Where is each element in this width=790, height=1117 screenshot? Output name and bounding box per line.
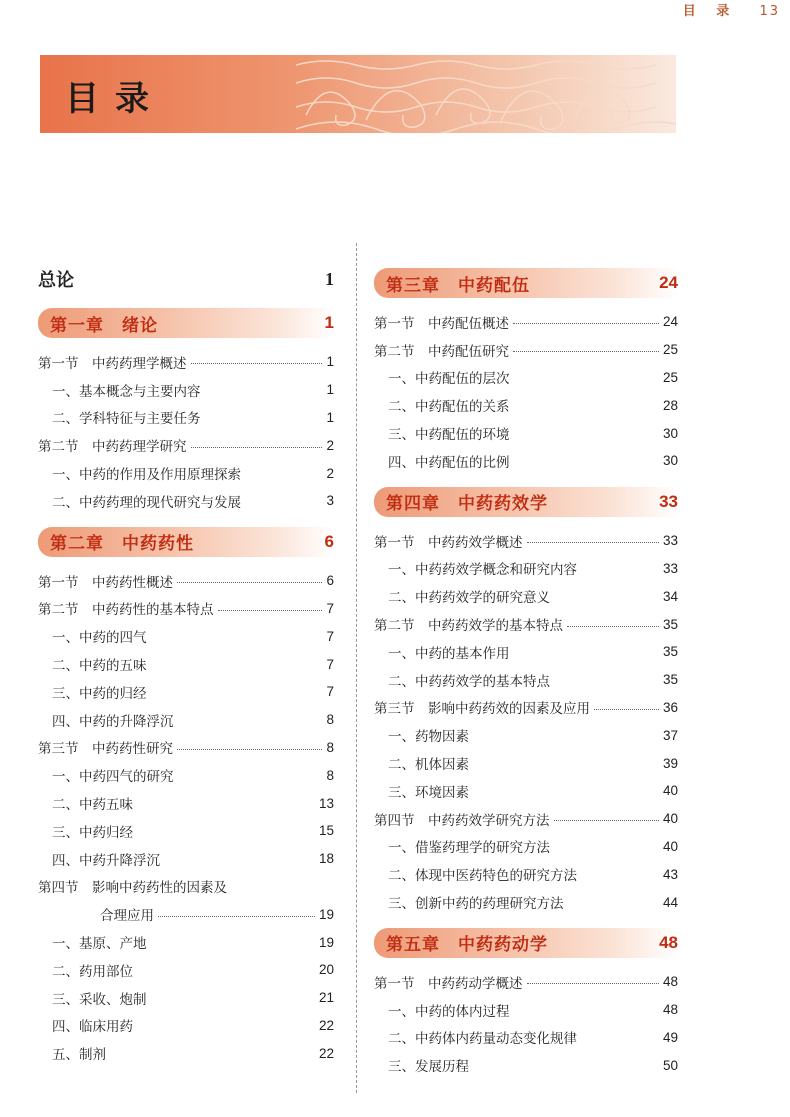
overview-label: 总论 — [38, 270, 74, 291]
toc-subsection-entry[interactable] — [374, 419, 678, 447]
toc-subsection-entry[interactable] — [38, 928, 334, 956]
toc-entry-label: 第二节 中药药性的基本特点 — [38, 602, 214, 619]
page-title: 目录 — [65, 79, 165, 119]
toc-entry-page: 13 — [318, 795, 334, 811]
toc-entry-page: 7 — [326, 628, 334, 644]
toc-entry-page: 8 — [326, 767, 334, 783]
toc-entry-page: 36 — [662, 699, 678, 715]
toc-section-entry[interactable] — [374, 336, 678, 364]
toc-left-list — [38, 308, 334, 1067]
toc-subsection-entry[interactable] — [374, 833, 678, 861]
toc-section-entry[interactable] — [38, 595, 334, 623]
toc-entry-page: 33 — [659, 491, 678, 511]
toc-entry-page: 19 — [318, 934, 334, 950]
toc-entry-page: 7 — [326, 600, 334, 616]
toc-section-entry[interactable] — [38, 567, 334, 595]
toc-subsection-entry[interactable] — [374, 996, 678, 1024]
toc-entry-page: 40 — [662, 783, 678, 799]
toc-subsection-entry[interactable] — [374, 749, 678, 777]
toc-entry-label: 第四节 中药药效学研究方法 — [374, 812, 550, 829]
toc-entry-label: 三、创新中药的药理研究方法 — [388, 896, 564, 913]
toc-entry-page: 22 — [318, 1017, 334, 1033]
toc-subsection-entry[interactable] — [38, 459, 334, 487]
toc-entry-label: 四、中药的升降浮沉 — [52, 713, 174, 730]
toc-entry-page: 33 — [662, 560, 678, 576]
toc-entry-label: 一、基本概念与主要内容 — [52, 383, 201, 400]
toc-entry-page: 28 — [662, 397, 678, 413]
dot-leader — [527, 542, 659, 543]
toc-entry-label: 三、中药配伍的环境 — [388, 427, 510, 444]
toc-entry-label: 二、药用部位 — [52, 963, 133, 980]
toc-subsection-entry[interactable] — [38, 404, 334, 432]
toc-entry-label: 四、中药升降浮沉 — [52, 852, 160, 869]
toc-entry-label: 一、中药配伍的层次 — [388, 371, 510, 388]
toc-entry-page: 50 — [662, 1057, 678, 1073]
toc-left-column — [38, 262, 334, 1067]
toc-entry-page: 3 — [326, 493, 334, 509]
toc-entry-label: 二、机体因素 — [388, 757, 469, 774]
toc-entry-page: 30 — [662, 425, 678, 441]
toc-entry-label: 二、中药体内药量动态变化规律 — [388, 1031, 577, 1048]
toc-chapter-heading[interactable] — [374, 928, 678, 958]
toc-section-entry[interactable] — [374, 527, 678, 555]
toc-entry-page: 15 — [318, 823, 334, 839]
toc-subsection-entry[interactable] — [374, 638, 678, 666]
toc-entry-page: 18 — [318, 851, 334, 867]
toc-entry-page: 35 — [662, 616, 678, 632]
toc-entry-label: 一、中药的体内过程 — [388, 1003, 510, 1020]
toc-entry-page: 2 — [326, 437, 334, 453]
toc-entry-page: 1 — [326, 409, 334, 425]
dot-leader — [177, 582, 322, 583]
dot-leader — [554, 820, 659, 821]
toc-entry-page: 24 — [662, 314, 678, 330]
toc-entry-page: 39 — [662, 755, 678, 771]
toc-subsection-entry[interactable] — [38, 650, 334, 678]
toc-section-entry[interactable] — [374, 308, 678, 336]
toc-entry-label: 一、基原、产地 — [52, 936, 147, 953]
toc-subsection-entry[interactable] — [38, 845, 334, 873]
dot-leader — [594, 709, 659, 710]
toc-overview-entry[interactable] — [38, 262, 334, 296]
toc-subsection-entry[interactable] — [38, 706, 334, 734]
toc-entry-page: 1 — [326, 354, 334, 370]
toc-entry-label: 二、中药配伍的关系 — [388, 399, 510, 416]
toc-subsection-entry[interactable] — [374, 391, 678, 419]
toc-entry-label: 二、中药药效学的基本特点 — [388, 673, 550, 690]
dot-leader — [191, 447, 323, 448]
toc-entry-page: 48 — [662, 1002, 678, 1018]
toc-entry-label: 第三节 影响中药药效的因素及应用 — [374, 701, 590, 718]
toc-right-column — [374, 256, 678, 1079]
toc-entry-label: 一、中药的四气 — [52, 630, 147, 647]
toc-subsection-entry[interactable] — [38, 817, 334, 845]
toc-entry-label: 二、中药的五味 — [52, 658, 147, 675]
toc-entry-page: 48 — [662, 974, 678, 990]
toc-subsection-entry[interactable] — [374, 447, 678, 475]
toc-entry-page: 19 — [318, 906, 334, 922]
toc-section-entry[interactable] — [38, 348, 334, 376]
toc-subsection-entry[interactable] — [374, 364, 678, 392]
toc-section-entry[interactable] — [374, 610, 678, 638]
toc-entry-label: 第一节 中药药性概述 — [38, 574, 173, 591]
toc-section-entry[interactable] — [38, 431, 334, 459]
toc-entry-label: 一、中药四气的研究 — [52, 769, 174, 786]
toc-subsection-entry[interactable] — [38, 761, 334, 789]
wave-pattern-icon — [296, 55, 676, 133]
toc-section-entry[interactable] — [38, 734, 334, 762]
toc-subsection-entry[interactable] — [374, 860, 678, 888]
toc-chapter-heading[interactable] — [38, 527, 334, 557]
toc-subsection-entry[interactable] — [374, 582, 678, 610]
toc-entry-page: 43 — [662, 866, 678, 882]
toc-entry-page: 33 — [662, 533, 678, 549]
toc-subsection-entry[interactable] — [38, 487, 334, 515]
toc-entry-page: 35 — [662, 644, 678, 660]
toc-section-entry[interactable] — [374, 805, 678, 833]
toc-entry-label: 一、借鉴药理学的研究方法 — [388, 840, 550, 857]
dot-leader — [567, 626, 659, 627]
toc-entry-page: 35 — [662, 672, 678, 688]
toc-entry-label: 三、中药的归经 — [52, 685, 147, 702]
toc-subsection-entry[interactable] — [38, 1012, 334, 1040]
toc-entry-label: 第一节 中药药动学概述 — [374, 975, 523, 992]
toc-entry-page: 44 — [662, 894, 678, 910]
toc-subsection-entry[interactable] — [38, 622, 334, 650]
toc-entry-page: 2 — [326, 465, 334, 481]
toc-subsection-entry[interactable] — [38, 789, 334, 817]
toc-entry-page: 8 — [326, 739, 334, 755]
toc-entry-label: 五、制剂 — [52, 1047, 106, 1064]
toc-entry-page: 37 — [662, 727, 678, 743]
toc-entry-page: 48 — [659, 932, 678, 952]
dot-leader — [527, 983, 659, 984]
toc-entry-label: 一、中药药效学概念和研究内容 — [388, 562, 577, 579]
toc-entry-label: 二、中药五味 — [52, 797, 133, 814]
toc-entry-label: 第一章 绪论 — [50, 315, 158, 336]
toc-entry-page: 25 — [662, 342, 678, 358]
toc-right-list — [374, 268, 678, 1079]
toc-entry-label: 第四章 中药药效学 — [386, 494, 548, 515]
toc-entry-label: 第四节 影响中药药性的因素及 — [38, 880, 227, 897]
toc-entry-label: 第二节 中药配伍研究 — [374, 343, 509, 360]
toc-entry-label: 第五章 中药药动学 — [386, 935, 548, 956]
toc-entry-page: 22 — [318, 1045, 334, 1061]
toc-subsection-entry[interactable] — [38, 956, 334, 984]
toc-subsection-entry[interactable] — [374, 1051, 678, 1079]
dot-leader — [513, 351, 659, 352]
toc-section-entry[interactable] — [374, 968, 678, 996]
toc-entry-page: 21 — [318, 990, 334, 1006]
running-header — [683, 0, 780, 19]
toc-entry-label: 二、中药药理的现代研究与发展 — [52, 494, 241, 511]
toc-subsection-entry[interactable] — [374, 888, 678, 916]
page-number: 13 — [759, 4, 780, 19]
toc-entry-page: 6 — [324, 531, 334, 551]
toc-entry-page: 49 — [662, 1029, 678, 1045]
toc-entry-page: 8 — [326, 712, 334, 728]
toc-entry-page: 6 — [326, 573, 334, 589]
toc-entry-label: 第二节 中药药理学研究 — [38, 439, 187, 456]
toc-entry-page: 1 — [324, 313, 334, 332]
toc-subsection-entry[interactable] — [374, 721, 678, 749]
toc-section-entry[interactable] — [38, 900, 334, 928]
toc-entry-label: 二、学科特征与主要任务 — [52, 411, 201, 428]
toc-subsection-entry[interactable] — [374, 777, 678, 805]
toc-subsection-entry[interactable] — [38, 678, 334, 706]
toc-entry-label: 合理应用 — [100, 908, 154, 925]
toc-entry-label: 二、体现中医药特色的研究方法 — [388, 868, 577, 885]
overview-page: 1 — [325, 268, 334, 289]
dot-leader — [191, 363, 323, 364]
toc-entry-page: 30 — [662, 453, 678, 469]
toc-entry-label: 第三节 中药药性研究 — [38, 741, 173, 758]
toc-entry-label: 三、环境因素 — [388, 784, 469, 801]
running-header-title: 目 录 — [682, 4, 738, 19]
toc-entry-label: 二、中药药效学的研究意义 — [388, 590, 550, 607]
toc-entry-page: 40 — [662, 838, 678, 854]
toc-entry-label: 第三章 中药配伍 — [386, 275, 530, 296]
toc-chapter-heading[interactable] — [38, 308, 334, 338]
toc-entry-label: 第一节 中药配伍概述 — [374, 315, 509, 332]
toc-entry-page: 40 — [662, 811, 678, 827]
toc-entry-label: 三、采收、炮制 — [52, 991, 147, 1008]
toc-subsection-entry[interactable] — [374, 666, 678, 694]
toc-entry-label: 一、中药的基本作用 — [388, 645, 510, 662]
toc-entry-label: 四、中药配伍的比例 — [388, 454, 510, 471]
toc-subsection-entry[interactable] — [38, 984, 334, 1012]
toc-subsection-entry[interactable] — [38, 1039, 334, 1067]
toc-entry-label: 一、中药的作用及作用原理探索 — [52, 467, 241, 484]
dot-leader — [177, 749, 322, 750]
toc-entry-page: 7 — [326, 684, 334, 700]
toc-entry-page: 7 — [326, 656, 334, 672]
toc-entry-page: 20 — [318, 962, 334, 978]
dot-leader — [513, 323, 659, 324]
toc-entry-label: 第二章 中药药性 — [50, 534, 194, 555]
toc-section-entry[interactable] — [374, 694, 678, 722]
toc-entry-page: 25 — [662, 369, 678, 385]
toc-entry-label: 第二节 中药药效学的基本特点 — [374, 618, 563, 635]
toc-subsection-entry[interactable] — [38, 376, 334, 404]
toc-section-entry[interactable] — [38, 873, 334, 901]
dot-leader — [158, 916, 315, 917]
toc-chapter-heading[interactable] — [374, 268, 678, 298]
toc-entry-label: 三、中药归经 — [52, 824, 133, 841]
dot-leader — [218, 610, 323, 611]
toc-entry-label: 第一节 中药药效学概述 — [374, 534, 523, 551]
toc-entry-label: 一、药物因素 — [388, 729, 469, 746]
toc-entry-label: 四、临床用药 — [52, 1019, 133, 1036]
toc-entry-page: 1 — [326, 382, 334, 398]
toc-banner — [40, 55, 676, 133]
toc-subsection-entry[interactable] — [374, 555, 678, 583]
toc-entry-label: 第一节 中药药理学概述 — [38, 355, 187, 372]
toc-entry-label: 三、发展历程 — [388, 1059, 469, 1076]
column-divider — [356, 243, 357, 1093]
toc-entry-page: 24 — [659, 273, 678, 292]
toc-subsection-entry[interactable] — [374, 1024, 678, 1052]
toc-entry-page: 34 — [662, 588, 678, 604]
toc-chapter-heading[interactable] — [374, 487, 678, 517]
